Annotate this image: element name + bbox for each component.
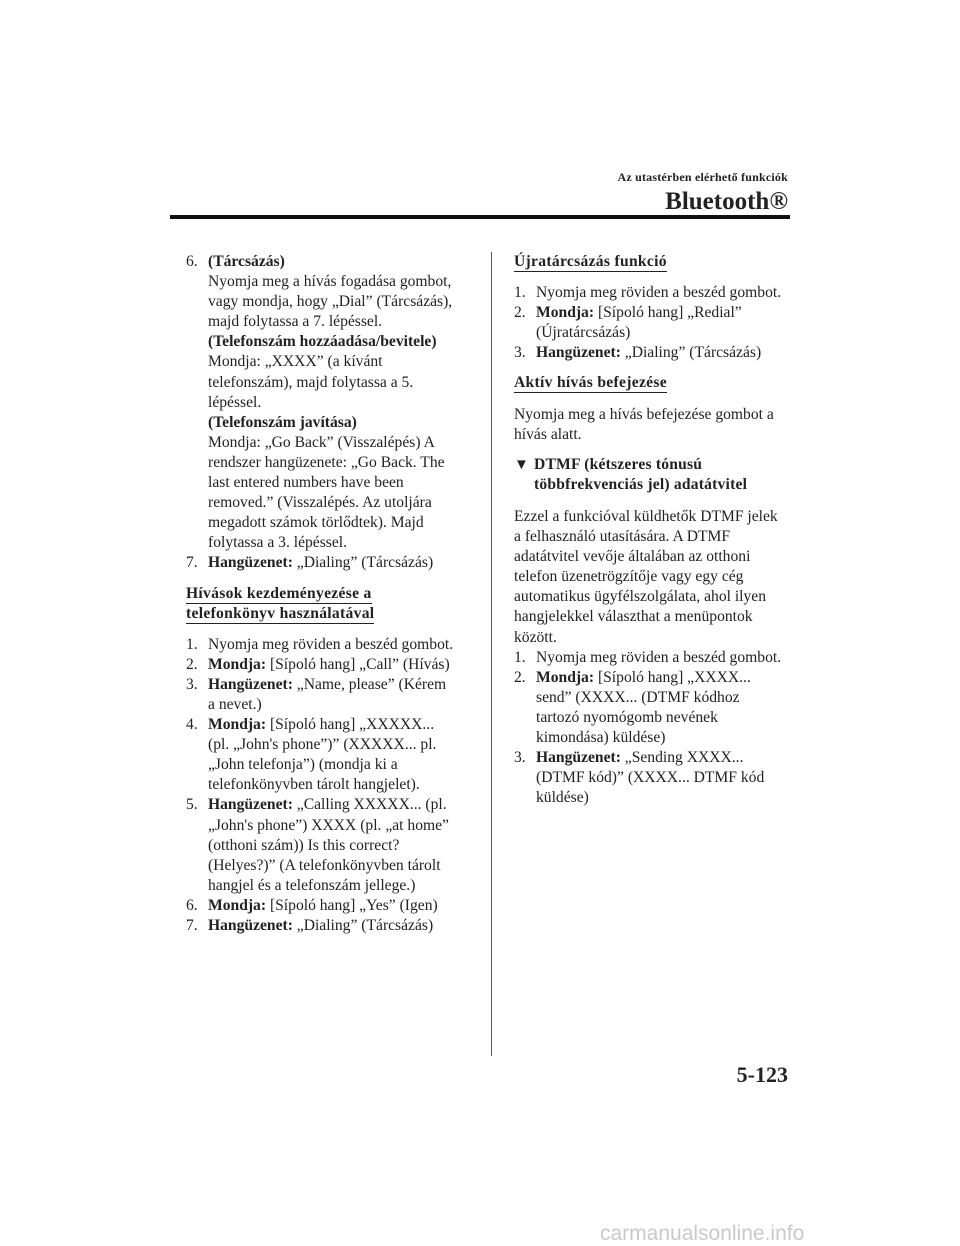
step-text — [536, 668, 794, 748]
step-text — [208, 916, 481, 936]
section-heading-line: Újratárcsázás funkció — [514, 253, 667, 270]
running-header-title: Bluetooth® — [665, 188, 788, 215]
text-span: Nyomja meg röviden a beszéd gombot. — [536, 648, 782, 666]
text-line: lépéssel. — [208, 393, 262, 411]
page-number: 5-123 — [736, 1062, 788, 1087]
text-span: (otthoni szám)) Is this correct? — [208, 836, 400, 854]
step-label: Mondja: — [208, 716, 267, 734]
step-item — [514, 343, 794, 363]
text-span: send” (XXXX... (DTMF kódhoz — [536, 688, 740, 706]
dtmf-heading-line: DTMF (kétszeres tónusú — [534, 455, 703, 473]
text-line — [536, 343, 794, 363]
text-line — [208, 816, 481, 836]
text-line — [208, 655, 481, 675]
text-line — [208, 856, 481, 876]
text-span: (Újratárcsázás) — [536, 324, 631, 342]
text-line: Mondja: „Go Back” (Visszalépés) A — [208, 433, 435, 451]
step-item — [186, 635, 481, 655]
step-number: 4. — [186, 716, 198, 734]
text-span: [Sípoló hang] „Redial” — [594, 304, 742, 322]
column-divider — [491, 252, 492, 1056]
step-text — [208, 715, 481, 795]
step-text — [536, 648, 794, 668]
text-line: a felhasználó utasítására. A DTMF — [514, 528, 731, 546]
step-number: 6. — [186, 253, 198, 270]
subheading-add-number: (Telefonszám hozzáadása/bevitele) — [208, 333, 437, 351]
step-item — [186, 655, 481, 675]
text-span: hangjel és a telefonszám jellege.) — [208, 876, 416, 894]
text-line: hangjelekkel választhat a menüpontok — [514, 608, 753, 626]
text-line — [208, 795, 481, 815]
text-line — [208, 635, 481, 655]
text-line — [536, 728, 794, 748]
text-line: majd folytassa a 7. lépéssel. — [208, 313, 383, 331]
text-line: között. — [514, 628, 557, 646]
step-number: 1. — [514, 648, 526, 666]
text-line: hívás alatt. — [514, 425, 582, 443]
step-item — [514, 668, 794, 748]
redial-steps-list — [514, 283, 794, 363]
step-label: Hangüzenet: — [208, 554, 293, 572]
subheading-correct-number: (Telefonszám javítása) — [208, 413, 357, 431]
text-line — [536, 768, 794, 788]
left-column — [186, 252, 481, 936]
step-number: 2. — [186, 655, 198, 673]
text-line — [208, 675, 481, 695]
step-text — [536, 303, 794, 343]
text-span: [Sípoló hang] „Yes” (Igen) — [266, 896, 438, 914]
dtmf-heading — [514, 455, 794, 495]
step-item — [186, 795, 481, 895]
step-text — [208, 655, 481, 675]
text-line: last entered numbers have been — [208, 474, 404, 492]
text-line — [208, 755, 481, 775]
text-span: kimondása) küldése) — [536, 728, 666, 746]
text-line — [208, 695, 481, 715]
text-line — [536, 668, 794, 688]
text-span: [Sípoló hang] „XXXX... — [594, 668, 751, 686]
step-label: Mondja: — [536, 304, 595, 322]
step-item — [514, 283, 794, 303]
step-text — [208, 635, 481, 655]
step-number: 1. — [186, 635, 198, 653]
step-number: 3. — [514, 344, 526, 362]
text-line — [208, 735, 481, 755]
step-text — [536, 748, 794, 808]
text-line — [208, 836, 481, 856]
text-line — [536, 303, 794, 323]
text-span: (pl. „John's phone”)” (XXXXX... pl. — [208, 736, 437, 754]
text-span: „Name, please” (Kérem — [292, 675, 447, 693]
step-text: „Dialing” (Tárcsázás) — [292, 554, 434, 572]
text-span: tartozó nyomógomb nevének — [536, 708, 718, 726]
text-line — [536, 688, 794, 708]
text-span: telefonkönyvben tárolt hangjelet). — [208, 776, 420, 794]
step-number: 2. — [514, 668, 526, 686]
text-span: [Sípoló hang] „Call” (Hívás) — [266, 655, 450, 673]
phonebook-steps-list — [186, 635, 481, 936]
triangle-down-icon: ▼ — [514, 456, 530, 473]
text-line — [536, 648, 794, 668]
step-text — [208, 675, 481, 715]
step-item — [186, 916, 481, 936]
step-number: 7. — [186, 554, 198, 572]
text-span: a nevet.) — [208, 695, 262, 713]
step-item — [186, 675, 481, 715]
text-span: Nyomja meg röviden a beszéd gombot. — [536, 284, 782, 302]
step-label: Mondja: — [208, 896, 267, 914]
text-span: „Dialing” (Tárcsázás) — [620, 344, 762, 362]
step-item — [186, 896, 481, 916]
text-line — [208, 896, 481, 916]
text-line: removed.” (Visszalépés. Az utoljára — [208, 494, 432, 512]
dtmf-heading-line: többfrekvenciás jel) adatátvitel — [534, 475, 748, 493]
text-line — [536, 708, 794, 728]
section-heading-line: telefonkönyv használatával — [186, 604, 375, 622]
step-text — [208, 896, 481, 916]
step-number: 3. — [514, 749, 526, 767]
step-number: 7. — [186, 917, 198, 934]
text-line — [208, 876, 481, 896]
text-line: vagy mondja, hogy „Dial” (Tárcsázás), — [208, 293, 453, 311]
step-label: Mondja: — [208, 655, 267, 673]
step-item — [514, 648, 794, 668]
text-line: Mondja: „XXXX” (a kívánt — [208, 353, 383, 371]
section-heading-redial — [514, 252, 794, 272]
step-number: 6. — [186, 896, 198, 914]
text-span: [Sípoló hang] „XXXXX... — [266, 716, 435, 734]
text-span: „John telefonja”) (mondja ki a — [208, 756, 398, 774]
running-header-section: Az utastérben elérhető funkciók — [617, 170, 788, 184]
text-line — [536, 748, 794, 768]
text-line: Nyomja meg a hívás fogadása gombot, — [208, 273, 452, 291]
section-heading-line: Hívások kezdeményezése a — [186, 584, 372, 602]
step-label: Hangüzenet: — [208, 796, 293, 814]
step-item — [186, 715, 481, 795]
section-heading-phonebook — [186, 584, 481, 624]
subheading-dial: (Tárcsázás) — [208, 253, 285, 270]
text-line — [536, 323, 794, 343]
text-span: (DTMF kód)” (XXXX... DTMF kód — [536, 769, 765, 787]
step-label: Hangüzenet: — [208, 917, 293, 934]
text-line: telefon üzenetrögzítője vagy egy cég — [514, 568, 744, 586]
text-span: Nyomja meg röviden a beszéd gombot. — [208, 635, 454, 653]
step-text — [536, 343, 794, 363]
watermark: carmanualsonline.info — [600, 1222, 805, 1245]
step-label: Hangüzenet: — [536, 749, 621, 767]
step-number: 3. — [186, 675, 198, 693]
step-text — [208, 795, 481, 895]
text-span: (Helyes?)” (A telefonkönyvben tárolt — [208, 856, 441, 874]
step-7-voice-prompt — [186, 553, 481, 573]
step-text — [536, 283, 794, 303]
step-text — [208, 252, 481, 553]
text-line: Nyomja meg a hívás befejezése gombot a — [514, 405, 774, 423]
text-span: „Sending XXXX... — [620, 749, 744, 767]
step-label: Hangüzenet: — [536, 344, 621, 362]
dtmf-steps-list — [514, 648, 794, 809]
step-number: 5. — [186, 796, 198, 814]
text-line — [536, 283, 794, 303]
end-call-paragraph — [514, 405, 794, 445]
text-line: adatátvitel vevője általában az otthoni — [514, 548, 751, 566]
step-label: Hangüzenet: — [208, 675, 293, 693]
text-line: folytassa a 3. lépéssel. — [208, 534, 348, 552]
text-line: rendszer hangüzenete: „Go Back. The — [208, 453, 445, 471]
text-span: küldése) — [536, 789, 589, 807]
step-number: 2. — [514, 304, 526, 322]
step-number: 1. — [514, 284, 526, 302]
text-line — [208, 916, 481, 936]
step-6-dial — [186, 252, 481, 553]
right-column — [514, 252, 794, 808]
text-span: „Calling XXXXX... (pl. — [292, 796, 447, 814]
step-item — [514, 303, 794, 343]
section-heading-end-call — [514, 373, 794, 393]
text-line — [208, 775, 481, 795]
section-heading-line: Aktív hívás befejezése — [514, 374, 667, 392]
text-line: megadott számok törlődtek). Majd — [208, 514, 424, 532]
text-line — [536, 788, 794, 808]
text-line: Ezzel a funkcióval küldhetők DTMF jelek — [514, 507, 778, 525]
dtmf-paragraph — [514, 507, 794, 648]
text-line: telefonszám), majd folytassa a 5. — [208, 373, 414, 391]
text-span: „John's phone”) XXXX (pl. „at home” — [208, 816, 449, 834]
text-line — [208, 715, 481, 735]
text-line: automatikus ügyfélszolgálata, ahol ilyen — [514, 588, 767, 606]
step-item — [514, 748, 794, 808]
header-rule — [170, 215, 790, 219]
step-label: Mondja: — [536, 668, 595, 686]
text-span: „Dialing” (Tárcsázás) — [292, 917, 434, 934]
